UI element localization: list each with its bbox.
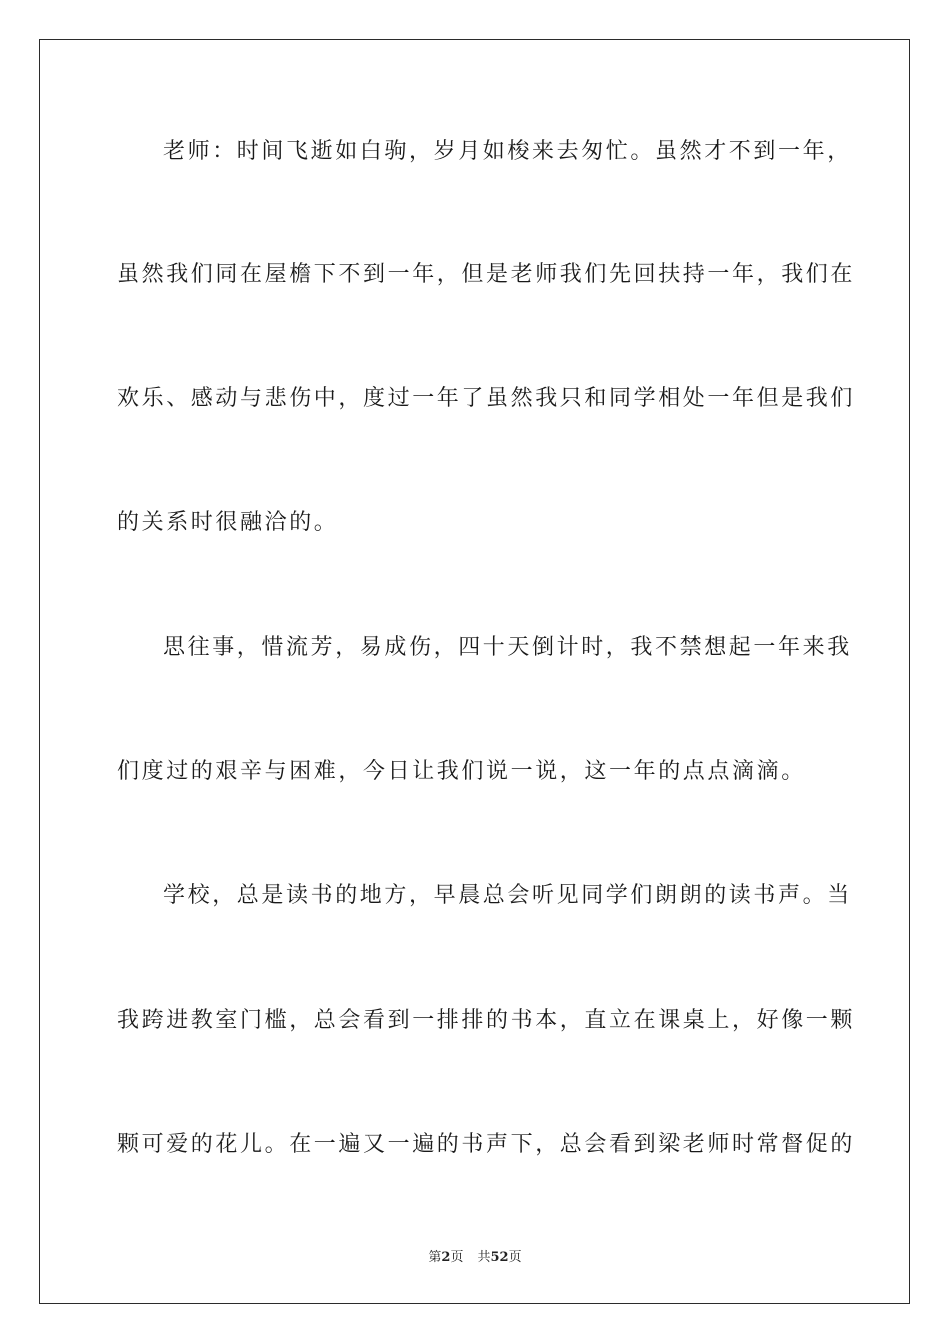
paragraph-3-line-3: 颗可爱的花儿。在一遍又一遍的书声下，总会看到梁老师时常督促的 (117, 1132, 856, 1157)
page-label-suffix: 页 (450, 1250, 464, 1265)
page-border (39, 39, 910, 1304)
page-current-number: 2 (441, 1250, 451, 1265)
total-label-suffix: 页 (508, 1250, 522, 1265)
paragraph-1-line-1: 老师：时间飞逝如白驹，岁月如梭来去匆忙。虽然才不到一年， (163, 139, 852, 164)
page-footer (0, 1246, 950, 1265)
paragraph-3-line-2: 我跨进教室门槛，总会看到一排排的书本，直立在课桌上，好像一颗 (117, 1008, 856, 1033)
paragraph-2-line-2: 们度过的艰辛与困难，今日让我们说一说，这一年的点点滴滴。 (117, 759, 806, 784)
paragraph-2-line-1: 思往事，惜流芳，易成伤，四十天倒计时，我不禁想起一年来我 (163, 635, 852, 660)
total-label-prefix: 共 (477, 1250, 491, 1265)
paragraph-1-line-4: 的关系时很融洽的。 (117, 510, 339, 535)
paragraph-3-line-1: 学校，总是读书的地方，早晨总会听见同学们朗朗的读书声。当 (163, 883, 852, 908)
page-total-number: 52 (490, 1250, 509, 1265)
paragraph-1-line-3: 欢乐、感动与悲伤中，度过一年了虽然我只和同学相处一年但是我们 (117, 386, 856, 411)
page-label-prefix: 第 (428, 1250, 442, 1265)
paragraph-1-line-2: 虽然我们同在屋檐下不到一年，但是老师我们先回扶持一年，我们在 (117, 262, 856, 287)
